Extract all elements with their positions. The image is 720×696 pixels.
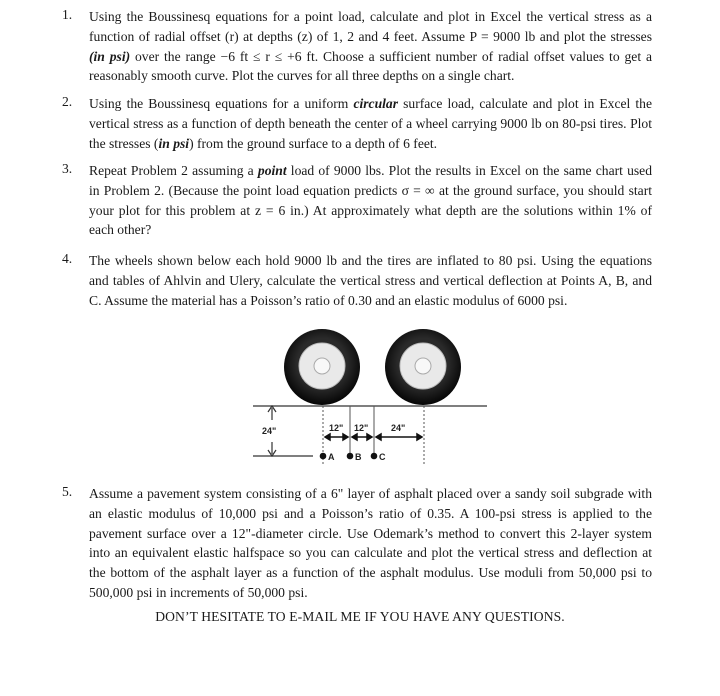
text-segment: Using the Boussinesq equations for a point load, calculate and plot in Excel the vertical stress as a — [89, 9, 652, 24]
text-segment: 500,000 psi in increments of 50,000 psi. — [89, 584, 308, 600]
text-segment: reasonably smooth curve. Plot the curves for all three depths on a single chart. — [89, 68, 515, 84]
problem-number: 2. — [62, 94, 73, 109]
tire-left — [284, 329, 360, 405]
footer-note: DON’T HESITATE TO E-MAIL ME IF YOU HAVE ANY QUESTIONS. — [155, 609, 565, 624]
text-segment: each other? — [89, 222, 152, 238]
text-segment: Repeat Problem 2 assuming a — [89, 163, 258, 178]
emphasis-text: point — [257, 163, 287, 178]
text-segment: ) from the ground surface to a depth of 6 feet. — [189, 135, 438, 151]
dimension-label-2: 12" — [354, 423, 369, 433]
text-segment: your plot for this problem at z = 6 in.) At approximately what depth are the solutions within 1% of — [89, 202, 652, 218]
text-segment: over the range −6 ft ≤ r ≤ +6 ft. Choose a sufficient number of radial offset values to get a — [130, 48, 652, 64]
dimension-label-1: 12" — [329, 423, 344, 433]
point-a-label: A — [328, 452, 335, 462]
text-segment: the bottom of the asphalt layer as a function of the asphalt modulus. Use moduli from 50,000 psi to — [89, 565, 652, 581]
point-a-marker — [320, 453, 327, 460]
text-segment: Assume a pavement system consisting of a 6" layer of asphalt placed over a sandy soil subgrade with — [89, 486, 652, 501]
emphasis-text: in psi — [158, 135, 190, 151]
text-segment: an elastic modulus of 10,000 psi and a Poisson’s ratio of 0.35. A 100-psi stress is applied to the — [89, 505, 652, 521]
problem-number: 5. — [62, 484, 73, 499]
text-segment: load of 9000 lbs. Plot the results in Excel on the same chart used — [286, 163, 653, 178]
text-segment: pavement surface over a 12"-diameter circle. Use Odemark’s method to convert this 2-layer system — [89, 525, 652, 541]
text-segment: Using the Boussinesq equations for a uniform — [89, 96, 354, 111]
text-segment: and tables of Ahlvin and Ulery, calculate the vertical stress and vertical deflection at Points A, B, and — [89, 272, 652, 288]
text-segment: vertical stress as a function of depth beneath the center of a wheel carrying 9000 lb on 80-psi tires. Plot — [89, 115, 652, 131]
point-b-marker — [347, 453, 354, 460]
dimension-label-3: 24" — [391, 423, 406, 433]
emphasis-text: circular — [353, 96, 399, 111]
point-c-marker — [371, 453, 378, 460]
text-segment: function of radial offset (r) at depths (z) of 1, 2 and 4 feet. Assume P = 9000 lb and plot the stresses — [89, 28, 652, 44]
tire-right — [385, 329, 461, 405]
text-segment: surface load, calculate and plot in Excel the — [398, 96, 652, 111]
text-segment: C. Assume the material has a Poisson’s ratio of 0.30 and an elastic modulus of 6000 psi. — [89, 292, 568, 308]
emphasis-text: (in psi) — [89, 48, 131, 64]
point-c-label: C — [379, 452, 386, 462]
text-segment: in Problem 2. (Because the point load equation predicts σ = ∞ at the ground surface, you should start — [89, 182, 652, 198]
problem-number: 3. — [62, 161, 73, 176]
point-b-label: B — [355, 452, 362, 462]
text-segment: The wheels shown below each hold 9000 lb and the tires are inflated to 80 psi. Using the equations — [89, 253, 652, 268]
depth-label: 24" — [262, 426, 277, 436]
problem-number: 1. — [62, 7, 73, 22]
text-segment: the stresses ( — [89, 135, 159, 151]
problem-number: 4. — [62, 251, 73, 266]
text-segment: into an equivalent elastic halfspace so you can calculate and plot the vertical stress and deflection at — [89, 545, 652, 561]
